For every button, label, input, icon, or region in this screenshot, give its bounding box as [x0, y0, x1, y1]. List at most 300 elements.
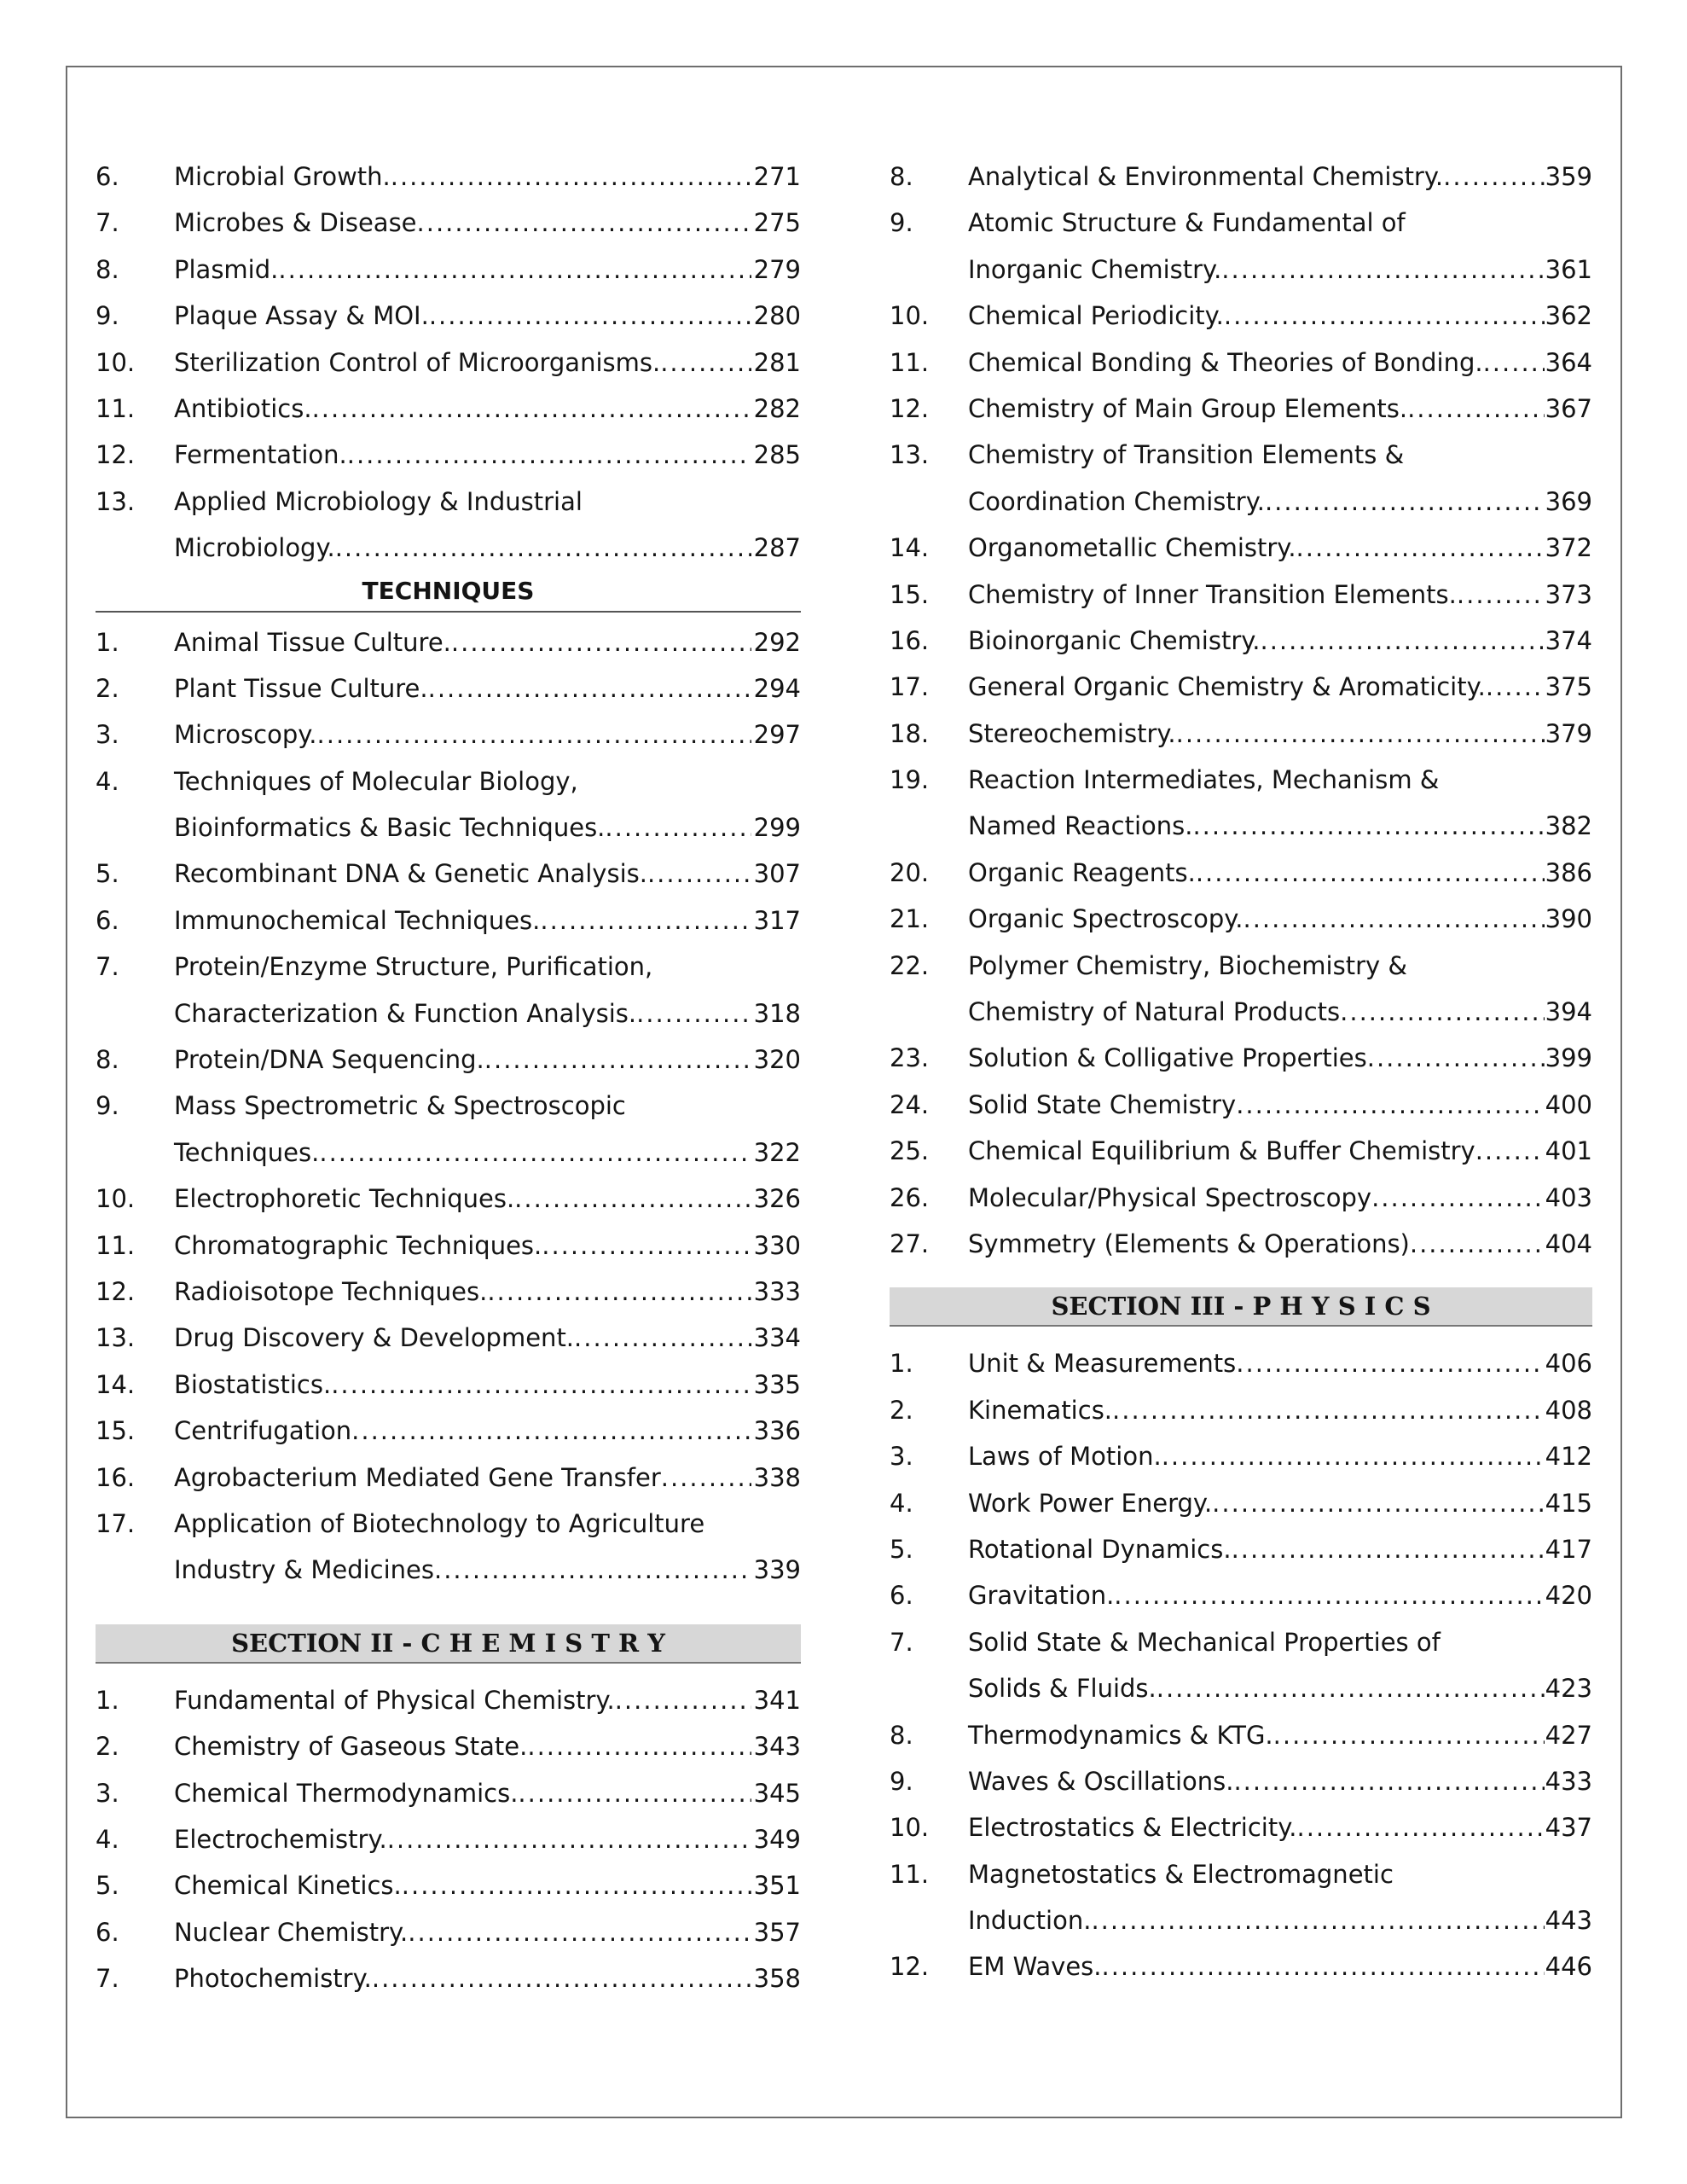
dot-leader [1486, 664, 1545, 710]
toc-entry-line [968, 850, 1592, 896]
toc-entry-title: Biostatistics. [174, 1369, 332, 1399]
toc-entry-line [174, 897, 801, 944]
toc-entry-number: 4. [96, 766, 119, 796]
toc-entry-title: Sterilization Control of Microorganisms. [174, 347, 661, 377]
toc-entry-page: 336 [753, 1416, 801, 1446]
toc-entry-body [174, 293, 801, 339]
toc-entry-title: Microbiology. [174, 533, 335, 563]
toc-entry [890, 1433, 1592, 1479]
toc-entry [890, 1035, 1592, 1081]
toc-entry-title: Microbes & Disease [174, 208, 417, 238]
toc-entry-line [968, 711, 1592, 757]
dot-leader [1265, 479, 1545, 525]
toc-entry-number: 5. [890, 1534, 913, 1564]
toc-entry-number: 24. [890, 1089, 930, 1119]
toc-entry-line [968, 1712, 1592, 1758]
toc-entry-title-line: Application of Biotechnology to Agriculture [174, 1508, 705, 1538]
toc-entry-number: 7. [96, 208, 119, 238]
toc-entry-number: 7. [890, 1627, 913, 1657]
toc-entry-body [174, 479, 801, 572]
toc-entry-body [174, 1315, 801, 1361]
dot-leader [1233, 1758, 1545, 1804]
toc-entry-body [174, 1909, 801, 1955]
toc-entry-number: 23. [890, 1043, 930, 1073]
toc-entry-number: 20. [890, 857, 930, 887]
toc-entry-body [968, 711, 1592, 757]
toc-entry-line [174, 1130, 801, 1176]
toc-entry-number: 3. [890, 1442, 913, 1472]
toc-entry [890, 154, 1592, 200]
dot-leader [451, 619, 751, 665]
toc-entry-body [968, 664, 1592, 710]
toc-entry-title: Chemistry of Natural Products [968, 997, 1341, 1027]
toc-entry-body [174, 1455, 801, 1501]
toc-entry-line [174, 804, 801, 851]
toc-entry-title: Microscopy. [174, 720, 317, 750]
toc-entry-title: Radioisotope Techniques. [174, 1276, 488, 1306]
toc-entry-line [174, 1862, 801, 1908]
toc-entry [96, 293, 801, 339]
dot-leader [319, 1130, 751, 1176]
toc-entry-line [968, 1572, 1592, 1618]
toc-entry-line [174, 1723, 801, 1769]
toc-entry-line [968, 803, 1592, 849]
toc-entry-page: 403 [1545, 1182, 1592, 1212]
toc-entry-page: 318 [753, 998, 801, 1028]
toc-entry-title-line: Reaction Intermediates, Mechanism & [968, 765, 1440, 795]
dot-leader [487, 1269, 751, 1315]
toc-entry-page: 401 [1545, 1136, 1592, 1166]
toc-entry-line [174, 1176, 801, 1222]
toc-entry-page: 390 [1545, 904, 1592, 934]
toc-entry-page: 334 [753, 1323, 801, 1353]
toc-entry [890, 943, 1592, 1036]
toc-entry [96, 479, 801, 572]
dot-leader [1273, 1712, 1545, 1758]
toc-entry-body [968, 154, 1592, 200]
toc-entry-title: Rotational Dynamics. [968, 1534, 1232, 1564]
toc-entry-number: 13. [96, 1323, 136, 1353]
toc-entry-title: Bioinformatics & Basic Techniques. [174, 813, 606, 843]
dot-leader [1157, 1665, 1545, 1711]
dot-leader [417, 200, 751, 246]
toc-entry-line [968, 1897, 1592, 1943]
toc-entry-body [174, 1362, 801, 1408]
toc-entry-number: 9. [890, 208, 913, 238]
dot-leader [428, 665, 751, 712]
toc-entry-body [968, 1619, 1592, 1712]
toc-entry-number: 16. [96, 1462, 136, 1492]
toc-entry-body [968, 525, 1592, 571]
toc-entry-body [968, 1943, 1592, 1989]
spacer [96, 1594, 801, 1624]
dot-leader [372, 1955, 751, 2001]
toc-entry-body [968, 1804, 1592, 1850]
toc-entry-title: Induction. [968, 1906, 1092, 1936]
toc-entry-body [174, 386, 801, 432]
toc-entry-body [174, 1677, 801, 1723]
toc-entry [96, 1269, 801, 1315]
toc-entry-line [968, 154, 1592, 200]
toc-entry-number: 13. [890, 440, 930, 470]
toc-entry-title: Work Power Energy. [968, 1488, 1213, 1518]
toc-entry [96, 619, 801, 665]
toc-entry-number: 12. [890, 1952, 930, 1982]
dot-leader [514, 1176, 751, 1222]
toc-entry-title: Plant Tissue Culture. [174, 673, 428, 703]
toc-entry-number: 7. [96, 1964, 119, 1994]
toc-entry-title: Centrifugation [174, 1416, 352, 1446]
dot-leader [1457, 572, 1545, 618]
toc-entry [890, 1943, 1592, 1989]
toc-entry-body [174, 758, 801, 851]
toc-right-column [890, 154, 1592, 1990]
dot-leader [387, 1816, 751, 1862]
toc-entry-body [968, 1128, 1592, 1174]
dot-leader [1192, 803, 1545, 849]
toc-entry-page: 299 [753, 813, 801, 843]
toc-entry-title: Electrostatics & Electricity. [968, 1813, 1297, 1843]
toc-entry-page: 351 [753, 1871, 801, 1901]
toc-entry-number: 2. [96, 673, 119, 703]
toc-entry-body [968, 432, 1592, 525]
toc-entry-line [174, 1816, 801, 1862]
toc-entry-line [174, 990, 801, 1037]
toc-entry-page: 406 [1545, 1349, 1592, 1379]
toc-entry-body [968, 340, 1592, 386]
toc-entry-number: 6. [96, 905, 119, 935]
toc-entry-number: 14. [890, 533, 930, 563]
toc-entry [890, 1526, 1592, 1572]
toc-entry-body [174, 1862, 801, 1908]
toc-techniques-list [96, 619, 801, 1594]
toc-entry-line [174, 1955, 801, 2001]
toc-entry-title: Solids & Fluids. [968, 1674, 1157, 1704]
toc-entry-page: 369 [1545, 486, 1592, 516]
toc-entry [890, 850, 1592, 896]
toc-entry-title-line: Techniques of Molecular Biology, [174, 766, 578, 796]
toc-entry-page: 343 [753, 1732, 801, 1762]
toc-entry-title: EM Waves. [968, 1952, 1102, 1982]
toc-entry-body [968, 1851, 1592, 1944]
dot-leader [408, 1909, 751, 1955]
toc-entry-line [174, 154, 801, 200]
toc-entry-page: 423 [1545, 1674, 1592, 1704]
toc-entry-body [968, 1340, 1592, 1386]
toc-entry-body [968, 1526, 1592, 1572]
toc-entry [96, 897, 801, 944]
toc-entry-page: 330 [753, 1230, 801, 1260]
toc-entry-body [968, 757, 1592, 850]
toc-entry-page: 282 [753, 393, 801, 423]
toc-entry-title: Characterization & Function Analysis. [174, 998, 637, 1028]
toc-entry-title: Thermodynamics & KTG. [968, 1720, 1273, 1750]
toc-entry-title: Immunochemical Techniques. [174, 905, 541, 935]
toc-entry-number: 11. [890, 1859, 930, 1889]
section-heading-physics: SECTION III - P H Y S I C S [890, 1287, 1592, 1327]
toc-entry-line [174, 1362, 801, 1408]
toc-entry [96, 665, 801, 712]
dot-leader [402, 1862, 751, 1908]
toc-entry-line [174, 1770, 801, 1816]
toc-entry [96, 1723, 801, 1769]
toc-entry-body [174, 247, 801, 293]
dot-leader [518, 1770, 751, 1816]
toc-chemistry-list-part1 [96, 1677, 801, 2002]
toc-entry-body [968, 572, 1592, 618]
toc-entry-page: 361 [1545, 254, 1592, 284]
dot-leader [542, 1223, 751, 1269]
toc-entry-line [968, 1175, 1592, 1221]
toc-entry [890, 1804, 1592, 1850]
toc-entry-body [968, 1387, 1592, 1433]
toc-entry [890, 757, 1592, 850]
dot-leader [1243, 896, 1545, 942]
toc-entry-body [968, 618, 1592, 664]
dot-leader [527, 1723, 751, 1769]
toc-entry-page: 281 [753, 347, 801, 377]
toc-entry-page: 375 [1545, 672, 1592, 702]
toc-entry-title: Chemistry of Gaseous State. [174, 1732, 528, 1762]
toc-entry-body [968, 1758, 1592, 1804]
toc-entry-title: Fermentation. [174, 440, 347, 470]
dot-leader [391, 154, 751, 200]
toc-entry-number: 10. [890, 1813, 930, 1843]
toc-entry-number: 17. [890, 672, 930, 702]
toc-entry-number: 6. [890, 1581, 913, 1611]
dot-leader [351, 1408, 751, 1454]
toc-entry-line [968, 1433, 1592, 1479]
toc-entry [96, 712, 801, 758]
toc-entry-body [174, 340, 801, 386]
toc-entry-title: Antibiotics. [174, 393, 312, 423]
toc-entry-number: 17. [96, 1508, 136, 1538]
toc-entry-page: 292 [753, 627, 801, 657]
toc-entry-number: 8. [96, 1045, 119, 1075]
toc-entry [890, 1128, 1592, 1174]
toc-entry [890, 1851, 1592, 1944]
toc-entry-page: 400 [1545, 1089, 1592, 1119]
dot-leader [605, 804, 751, 851]
toc-entry-line [968, 1340, 1592, 1386]
toc-entry-body [174, 1501, 801, 1594]
dot-leader [1236, 1340, 1545, 1386]
toc-entry-body [174, 154, 801, 200]
dot-leader [331, 1362, 751, 1408]
toc-entry-page: 307 [753, 859, 801, 889]
toc-entry-line [968, 1943, 1592, 1989]
dot-leader [312, 386, 751, 432]
toc-entry-page: 285 [753, 440, 801, 470]
toc-entry [890, 1340, 1592, 1386]
toc-entry-line [968, 618, 1592, 664]
toc-entry-line [968, 1665, 1592, 1711]
toc-entry-line [968, 293, 1592, 339]
toc-entry-line [174, 1408, 801, 1454]
toc-entry-body [968, 850, 1592, 896]
toc-entry-title: Chemical Periodicity. [968, 301, 1224, 331]
toc-entry-line [174, 619, 801, 665]
toc-entry-title-line: Magnetostatics & Electromagnetic [968, 1859, 1394, 1889]
toc-entry-line [174, 1547, 801, 1593]
dot-leader [636, 990, 751, 1037]
toc-entry-body [174, 1223, 801, 1269]
toc-entry-number: 10. [96, 347, 136, 377]
toc-entry-body [968, 1221, 1592, 1267]
toc-entry-page: 322 [753, 1137, 801, 1167]
toc-left-column [96, 154, 801, 2001]
toc-entry-title: Inorganic Chemistry. [968, 254, 1222, 284]
dot-leader [434, 1547, 751, 1593]
dot-leader [317, 712, 751, 758]
toc-entry-body [174, 1955, 801, 2001]
toc-entry-body [968, 1433, 1592, 1479]
dot-leader [335, 525, 751, 571]
toc-entry-page: 341 [753, 1685, 801, 1715]
toc-entry-title: Waves & Oscillations. [968, 1766, 1234, 1796]
toc-entry [96, 1083, 801, 1176]
dot-leader [1091, 1897, 1545, 1943]
toc-entry [890, 200, 1592, 293]
toc-entry-number: 9. [890, 1766, 913, 1796]
toc-entry [96, 1955, 801, 2001]
dot-leader [1221, 247, 1545, 293]
dot-leader [1236, 1082, 1545, 1128]
toc-entry-title: Organic Reagents. [968, 857, 1196, 887]
toc-entry [96, 851, 801, 897]
toc-entry-title: Techniques. [174, 1137, 320, 1167]
dot-leader [615, 1677, 751, 1723]
toc-entry-page: 427 [1545, 1720, 1592, 1750]
dot-leader [1296, 525, 1545, 571]
dot-leader [1475, 1128, 1545, 1174]
toc-entry-page: 320 [753, 1045, 801, 1075]
toc-entry-line [174, 1909, 801, 1955]
toc-entry-number: 27. [890, 1228, 930, 1258]
toc-entry-page: 420 [1545, 1581, 1592, 1611]
toc-entry-page: 287 [753, 533, 801, 563]
toc-entry-body [174, 1723, 801, 1769]
toc-entry [96, 154, 801, 200]
toc-entry-line [968, 1804, 1592, 1850]
toc-entry-line [174, 712, 801, 758]
toc-entry [890, 711, 1592, 757]
toc-entry-page: 359 [1545, 162, 1592, 191]
toc-entry-title: Organometallic Chemistry. [968, 533, 1296, 563]
toc-entry-title: Symmetry (Elements & Operations) [968, 1228, 1410, 1258]
toc-entry-page: 339 [753, 1555, 801, 1585]
dot-leader [1212, 1480, 1545, 1526]
toc-entry-page: 294 [753, 673, 801, 703]
toc-entry-page: 358 [753, 1964, 801, 1994]
toc-entry-body [968, 200, 1592, 293]
toc-entry-line [968, 340, 1592, 386]
toc-entry-body [174, 432, 801, 478]
toc-entry [96, 1455, 801, 1501]
toc-entry-page: 417 [1545, 1534, 1592, 1564]
toc-entry-line [174, 1037, 801, 1083]
toc-entry-body [174, 851, 801, 897]
toc-entry-body [968, 1572, 1592, 1618]
toc-entry-number: 3. [96, 1778, 119, 1808]
toc-entry-number: 1. [96, 1685, 119, 1715]
toc-entry-number: 15. [96, 1416, 136, 1446]
dot-leader [1176, 711, 1545, 757]
toc-chemistry-list-part2 [890, 154, 1592, 1267]
toc-entry [890, 432, 1592, 525]
toc-entry [96, 1362, 801, 1408]
dot-leader [347, 432, 751, 478]
toc-entry-number: 4. [96, 1824, 119, 1854]
toc-entry-body [174, 1083, 801, 1176]
toc-entry-number: 10. [96, 1184, 136, 1214]
dot-leader [1407, 386, 1545, 432]
toc-entry-line [968, 479, 1592, 525]
dot-leader [1162, 1433, 1545, 1479]
toc-entry-number: 12. [890, 393, 930, 423]
toc-entry-line [968, 896, 1592, 942]
dot-leader [1114, 1572, 1545, 1618]
toc-entry-title: Plasmid. [174, 254, 279, 284]
toc-entry-page: 373 [1545, 579, 1592, 609]
dot-leader [1367, 1035, 1545, 1081]
toc-entry-number: 11. [96, 1230, 136, 1260]
spacer [890, 1327, 1592, 1340]
toc-entry-page: 335 [753, 1369, 801, 1399]
toc-entry-page: 367 [1545, 393, 1592, 423]
dot-leader [1296, 1804, 1545, 1850]
toc-microbiology-list [96, 154, 801, 572]
dot-leader [647, 851, 751, 897]
toc-entry-number: 3. [96, 720, 119, 750]
toc-entry-number: 7. [96, 952, 119, 982]
toc-entry-title-line: Chemistry of Transition Elements & [968, 440, 1405, 470]
toc-entry [890, 664, 1592, 710]
toc-entry-line [174, 293, 801, 339]
toc-entry-body [174, 665, 801, 712]
toc-entry-page: 280 [753, 301, 801, 331]
toc-entry-title: Fundamental of Physical Chemistry. [174, 1685, 615, 1715]
toc-entry-page: 415 [1545, 1488, 1592, 1518]
toc-entry-body [174, 944, 801, 1037]
toc-entry [96, 1501, 801, 1594]
toc-entry-title-line: Applied Microbiology & Industrial [174, 486, 583, 516]
toc-entry-line [968, 1758, 1592, 1804]
toc-entry-number: 5. [96, 1871, 119, 1901]
toc-entry-title: Chromatographic Techniques. [174, 1230, 542, 1260]
toc-entry [890, 1572, 1592, 1618]
toc-entry-number: 15. [890, 579, 930, 609]
toc-entry-body [174, 897, 801, 944]
toc-entry-line [174, 665, 801, 712]
toc-entry-body [174, 1269, 801, 1315]
dot-leader [574, 1315, 751, 1361]
toc-entry [890, 1221, 1592, 1267]
toc-entry-page: 404 [1545, 1228, 1592, 1258]
toc-entry-page: 364 [1545, 347, 1592, 377]
toc-entry-number: 14. [96, 1369, 136, 1399]
toc-entry-title: General Organic Chemistry & Aromaticity. [968, 672, 1486, 702]
toc-entry-number: 9. [96, 1091, 119, 1121]
toc-entry-page: 349 [753, 1824, 801, 1854]
toc-entry-title: Recombinant DNA & Genetic Analysis. [174, 859, 647, 889]
toc-entry-title: Chemistry of Main Group Elements. [968, 393, 1408, 423]
toc-entry-body [174, 619, 801, 665]
toc-entry-line [174, 1223, 801, 1269]
toc-entry-page: 394 [1545, 997, 1592, 1027]
toc-entry-line [174, 851, 801, 897]
toc-entry-line [968, 247, 1592, 293]
